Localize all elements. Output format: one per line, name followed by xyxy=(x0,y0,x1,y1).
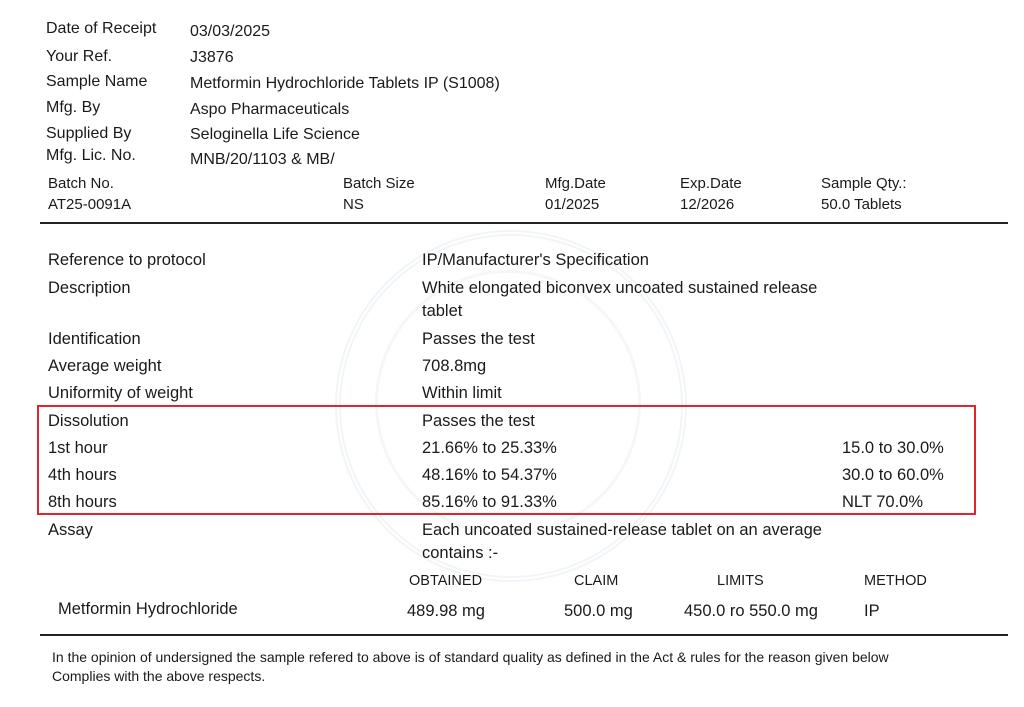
assay-row-claim: 500.0 mg xyxy=(564,602,633,620)
mfg-date-label: Mfg.Date xyxy=(545,175,606,192)
date-of-receipt-label: Date of Receipt xyxy=(46,20,157,37)
footer-opinion-line: In the opinion of undersigned the sample refered to above is of standard quality as defined in the Act & rules for the reason given below xyxy=(52,649,889,665)
batch-size-label: Batch Size xyxy=(343,175,415,192)
dissolution-row-value: 48.16% to 54.37% xyxy=(422,466,557,484)
dissolution-row-value: 21.66% to 25.33% xyxy=(422,439,557,457)
batch-no-label: Batch No. xyxy=(48,175,114,192)
assay-header-method: METHOD xyxy=(864,573,927,589)
supplied-by-value: Seloginella Life Science xyxy=(190,126,360,143)
your-ref-label: Your Ref. xyxy=(46,48,113,65)
dissolution-row-label: 4th hours xyxy=(48,466,117,484)
supplied-by-label: Supplied By xyxy=(46,125,132,142)
assay-row-limits: 450.0 ro 550.0 mg xyxy=(684,602,818,620)
batch-size-value: NS xyxy=(343,196,364,213)
sample-qty-value: 50.0 Tablets xyxy=(821,196,902,213)
dissolution-row-limit: NLT 70.0% xyxy=(842,493,924,511)
dissolution-row-limit: 30.0 to 60.0% xyxy=(842,466,944,484)
batch-no-value: AT25-0091A xyxy=(48,196,132,213)
assay-value-line2: contains :- xyxy=(422,544,499,562)
description-label: Description xyxy=(48,279,131,297)
divider-top xyxy=(40,222,1008,224)
sample-name-label: Sample Name xyxy=(46,73,148,90)
uniformity-label: Uniformity of weight xyxy=(48,384,193,402)
dissolution-value: Passes the test xyxy=(422,412,535,430)
exp-date-value: 12/2026 xyxy=(680,196,735,213)
your-ref-value: J3876 xyxy=(190,49,234,66)
assay-row-name: Metformin Hydrochloride xyxy=(58,600,238,618)
mfg-date-value: 01/2025 xyxy=(545,196,600,213)
footer-complies-line: Complies with the above respects. xyxy=(52,668,266,684)
assay-row-method: IP xyxy=(864,602,880,620)
mfg-lic-label: Mfg. Lic. No. xyxy=(46,147,136,164)
exp-date-label: Exp.Date xyxy=(680,175,742,192)
assay-header-claim: CLAIM xyxy=(574,573,619,589)
dissolution-row-limit: 15.0 to 30.0% xyxy=(842,439,944,457)
assay-header-limits: LIMITS xyxy=(717,573,764,589)
dissolution-label: Dissolution xyxy=(48,412,129,430)
mfg-lic-value: MNB/20/1103 & MB/ xyxy=(190,151,335,168)
sample-qty-label: Sample Qty.: xyxy=(821,175,907,192)
dissolution-row-value: 85.16% to 91.33% xyxy=(422,493,557,511)
reference-label: Reference to protocol xyxy=(48,251,206,269)
assay-value-line1: Each uncoated sustained-release tablet on an average xyxy=(422,521,822,539)
date-of-receipt-value: 03/03/2025 xyxy=(190,23,271,40)
sample-name-value: Metformin Hydrochloride Tablets IP (S1008) xyxy=(190,75,500,92)
description-value-line1: White elongated biconvex uncoated sustained release xyxy=(422,279,818,297)
uniformity-value: Within limit xyxy=(422,384,502,402)
dissolution-row-label: 8th hours xyxy=(48,493,117,511)
reference-value: IP/Manufacturer's Specification xyxy=(422,251,649,269)
assay-header-obtained: OBTAINED xyxy=(409,573,483,589)
description-value-line2: tablet xyxy=(422,302,463,320)
average-weight-label: Average weight xyxy=(48,357,162,375)
dissolution-row-label: 1st hour xyxy=(48,439,108,457)
divider-bottom xyxy=(40,634,1008,636)
identification-label: Identification xyxy=(48,330,141,348)
assay-row-obtained: 489.98 mg xyxy=(407,602,485,620)
assay-label: Assay xyxy=(48,521,93,539)
mfg-by-label: Mfg. By xyxy=(46,99,101,116)
identification-value: Passes the test xyxy=(422,330,535,348)
average-weight-value: 708.8mg xyxy=(422,357,487,375)
mfg-by-value: Aspo Pharmaceuticals xyxy=(190,101,350,118)
